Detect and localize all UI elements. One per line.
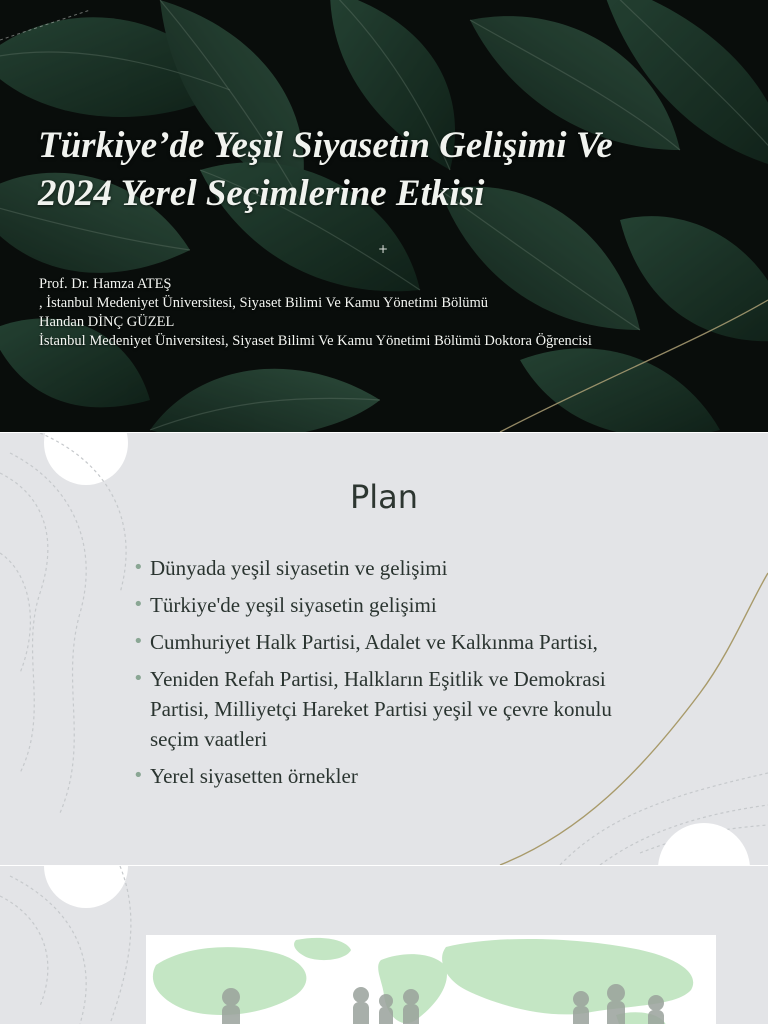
list-item: • Yeniden Refah Partisi, Halkların Eşitlik ve Demokrasi Partisi, Milliyetçi Hareket Partisi yeşil ve çevre konulu seçim vaatleri xyxy=(133,664,653,754)
list-item: • Yerel siyasetten örnekler xyxy=(133,761,653,791)
world-map-image xyxy=(146,935,716,1024)
list-item: • Dünyada yeşil siyasetin ve gelişimi xyxy=(133,553,653,583)
world-map-graphic xyxy=(146,935,716,1024)
decor-circle-top-left xyxy=(44,866,128,908)
plan-list xyxy=(133,553,653,798)
decor-circle-bottom-right xyxy=(658,823,750,865)
title-slide xyxy=(0,0,768,432)
author-info xyxy=(39,275,739,351)
author-line-1: Prof. Dr. Hamza ATEŞ xyxy=(39,276,172,292)
title-line-2: 2024 Yerel Seçimlerine Etkisi xyxy=(38,173,485,214)
list-item: • Türkiye'de yeşil siyasetin gelişimi xyxy=(133,590,653,620)
author-line-4: İstanbul Medeniyet Üniversitesi, Siyaset Bilimi Ve Kamu Yönetimi Bölümü Doktora Öğrencisi xyxy=(39,333,592,349)
presentation-title xyxy=(38,122,738,218)
list-item: • Cumhuriyet Halk Partisi, Adalet ve Kalkınma Partisi, xyxy=(133,627,653,657)
author-line-2: , İstanbul Medeniyet Üniversitesi, Siyaset Bilimi Ve Kamu Yönetimi Bölümü xyxy=(39,295,489,311)
plan-heading: Plan xyxy=(349,478,419,516)
plus-icon: + xyxy=(378,242,389,256)
title-line-1: Türkiye’de Yeşil Siyasetin Gelişimi Ve xyxy=(38,125,613,166)
author-line-3: Handan DİNÇ GÜZEL xyxy=(39,314,175,330)
map-slide xyxy=(0,866,768,1024)
